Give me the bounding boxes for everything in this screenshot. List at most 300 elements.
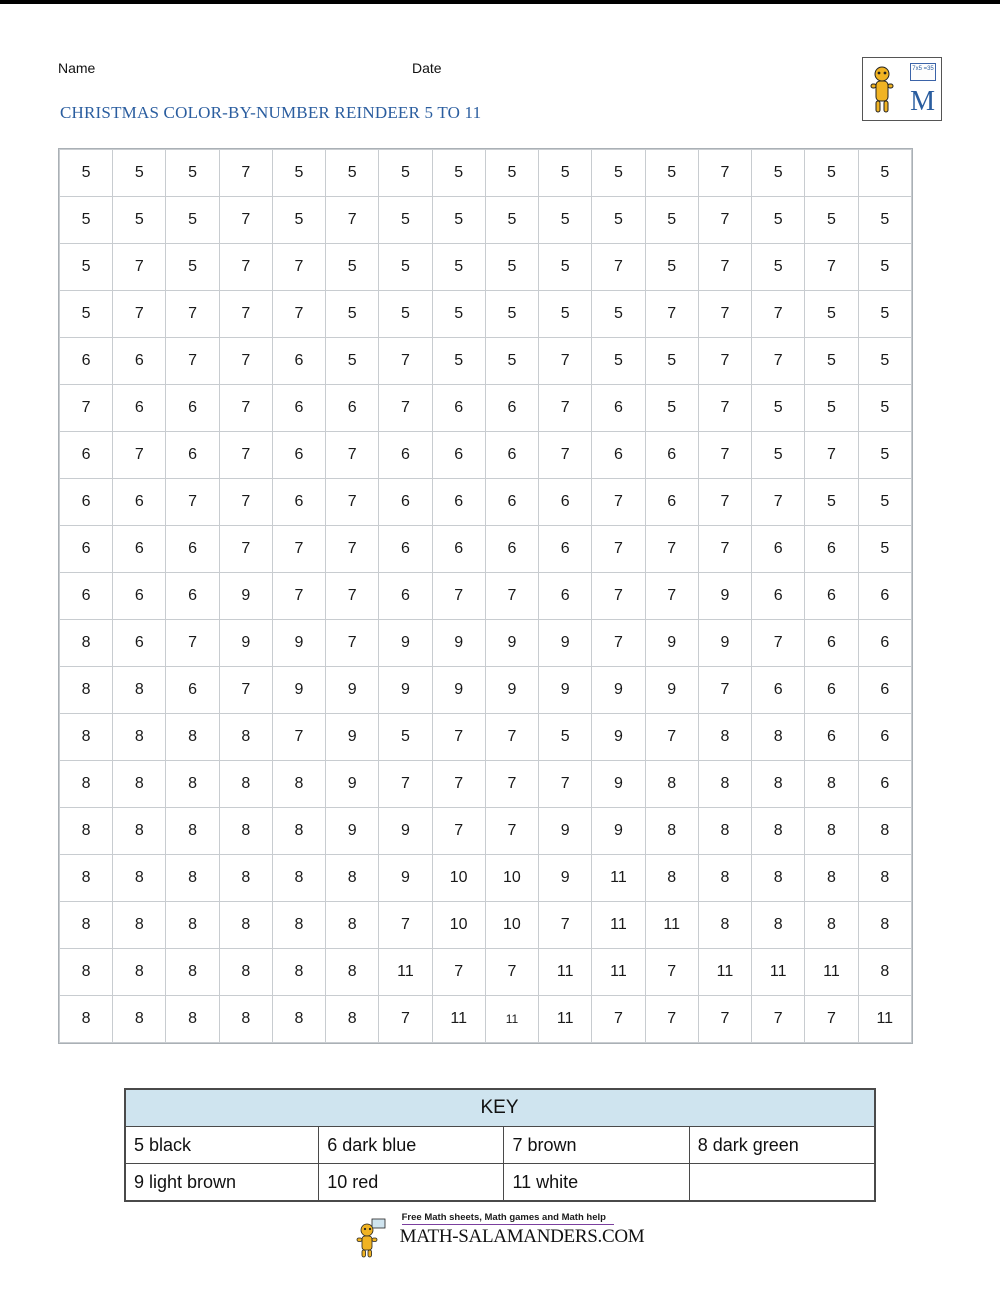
grid-cell[interactable]: 11	[432, 996, 485, 1043]
grid-cell[interactable]: 8	[113, 761, 166, 808]
grid-cell[interactable]: 7	[645, 996, 698, 1043]
grid-cell[interactable]: 11	[485, 996, 538, 1043]
grid-cell[interactable]: 7	[752, 996, 805, 1043]
grid-cell[interactable]: 5	[326, 150, 379, 197]
grid-cell[interactable]: 8	[272, 855, 325, 902]
grid-cell[interactable]: 7	[539, 902, 592, 949]
grid-cell[interactable]: 5	[432, 291, 485, 338]
grid-cell[interactable]: 7	[113, 291, 166, 338]
grid-cell[interactable]: 7	[698, 479, 751, 526]
grid-cell[interactable]: 7	[379, 338, 432, 385]
grid-cell[interactable]: 9	[485, 620, 538, 667]
grid-cell[interactable]: 8	[805, 855, 858, 902]
grid-cell[interactable]: 7	[326, 526, 379, 573]
grid-cell[interactable]: 6	[60, 338, 113, 385]
grid-cell[interactable]: 7	[698, 338, 751, 385]
grid-cell[interactable]: 7	[219, 432, 272, 479]
grid-cell[interactable]: 6	[326, 385, 379, 432]
grid-cell[interactable]: 8	[219, 714, 272, 761]
grid-cell[interactable]: 5	[326, 338, 379, 385]
grid-cell[interactable]: 8	[698, 808, 751, 855]
grid-cell[interactable]: 7	[432, 949, 485, 996]
grid-cell[interactable]: 6	[539, 526, 592, 573]
grid-cell[interactable]: 7	[113, 244, 166, 291]
grid-cell[interactable]: 9	[379, 855, 432, 902]
grid-cell[interactable]: 11	[592, 949, 645, 996]
grid-cell[interactable]: 5	[805, 197, 858, 244]
grid-cell[interactable]: 7	[485, 714, 538, 761]
grid-cell[interactable]: 8	[272, 949, 325, 996]
grid-cell[interactable]: 8	[60, 714, 113, 761]
grid-cell[interactable]: 6	[805, 526, 858, 573]
grid-cell[interactable]: 6	[539, 479, 592, 526]
grid-cell[interactable]: 6	[166, 573, 219, 620]
grid-cell[interactable]: 9	[592, 714, 645, 761]
grid-cell[interactable]: 6	[432, 479, 485, 526]
grid-cell[interactable]: 8	[752, 902, 805, 949]
grid-cell[interactable]: 5	[166, 244, 219, 291]
grid-cell[interactable]: 6	[858, 714, 911, 761]
grid-cell[interactable]: 5	[752, 197, 805, 244]
grid-cell[interactable]: 6	[432, 526, 485, 573]
grid-cell[interactable]: 7	[698, 432, 751, 479]
grid-cell[interactable]: 7	[272, 526, 325, 573]
grid-cell[interactable]: 9	[539, 620, 592, 667]
grid-cell[interactable]: 5	[805, 385, 858, 432]
grid-cell[interactable]: 7	[326, 479, 379, 526]
grid-cell[interactable]: 8	[326, 996, 379, 1043]
grid-cell[interactable]: 5	[539, 150, 592, 197]
grid-cell[interactable]: 7	[60, 385, 113, 432]
grid-cell[interactable]: 7	[379, 996, 432, 1043]
grid-cell[interactable]: 7	[752, 291, 805, 338]
grid-cell[interactable]: 9	[326, 761, 379, 808]
grid-cell[interactable]: 8	[326, 949, 379, 996]
grid-cell[interactable]: 5	[858, 385, 911, 432]
grid-cell[interactable]: 7	[326, 573, 379, 620]
grid-cell[interactable]: 5	[485, 197, 538, 244]
grid-cell[interactable]: 10	[485, 855, 538, 902]
grid-cell[interactable]: 7	[166, 479, 219, 526]
grid-cell[interactable]: 8	[113, 949, 166, 996]
grid-cell[interactable]: 9	[219, 573, 272, 620]
grid-cell[interactable]: 8	[272, 761, 325, 808]
grid-cell[interactable]: 8	[60, 808, 113, 855]
grid-cell[interactable]: 9	[592, 761, 645, 808]
grid-cell[interactable]: 5	[752, 150, 805, 197]
grid-cell[interactable]: 9	[645, 667, 698, 714]
grid-cell[interactable]: 7	[219, 526, 272, 573]
grid-cell[interactable]: 8	[272, 902, 325, 949]
grid-cell[interactable]: 8	[219, 761, 272, 808]
grid-cell[interactable]: 8	[752, 855, 805, 902]
grid-cell[interactable]: 6	[113, 620, 166, 667]
grid-cell[interactable]: 6	[379, 526, 432, 573]
grid-cell[interactable]: 5	[592, 291, 645, 338]
grid-cell[interactable]: 9	[326, 808, 379, 855]
grid-cell[interactable]: 7	[113, 432, 166, 479]
grid-cell[interactable]: 5	[326, 291, 379, 338]
grid-cell[interactable]: 8	[166, 714, 219, 761]
grid-cell[interactable]: 7	[485, 761, 538, 808]
grid-cell[interactable]: 8	[805, 761, 858, 808]
grid-cell[interactable]: 11	[379, 949, 432, 996]
grid-cell[interactable]: 7	[592, 479, 645, 526]
grid-cell[interactable]: 7	[645, 714, 698, 761]
grid-cell[interactable]: 6	[858, 667, 911, 714]
grid-cell[interactable]: 6	[485, 432, 538, 479]
grid-cell[interactable]: 7	[379, 761, 432, 808]
grid-cell[interactable]: 8	[113, 714, 166, 761]
grid-cell[interactable]: 7	[326, 432, 379, 479]
grid-cell[interactable]: 7	[485, 949, 538, 996]
grid-cell[interactable]: 5	[432, 244, 485, 291]
grid-cell[interactable]: 8	[166, 761, 219, 808]
grid-cell[interactable]: 7	[219, 197, 272, 244]
grid-cell[interactable]: 7	[645, 526, 698, 573]
grid-cell[interactable]: 6	[592, 432, 645, 479]
grid-cell[interactable]: 7	[272, 573, 325, 620]
grid-cell[interactable]: 8	[698, 761, 751, 808]
grid-cell[interactable]: 5	[379, 714, 432, 761]
grid-cell[interactable]: 5	[805, 291, 858, 338]
grid-cell[interactable]: 5	[113, 197, 166, 244]
grid-cell[interactable]: 10	[432, 855, 485, 902]
grid-cell[interactable]: 7	[698, 197, 751, 244]
grid-cell[interactable]: 5	[539, 714, 592, 761]
grid-cell[interactable]: 7	[219, 291, 272, 338]
grid-cell[interactable]: 7	[485, 573, 538, 620]
grid-cell[interactable]: 8	[645, 808, 698, 855]
grid-cell[interactable]: 7	[805, 244, 858, 291]
grid-cell[interactable]: 6	[432, 432, 485, 479]
grid-cell[interactable]: 7	[752, 620, 805, 667]
grid-cell[interactable]: 6	[858, 573, 911, 620]
grid-cell[interactable]: 8	[752, 714, 805, 761]
grid-cell[interactable]: 5	[113, 150, 166, 197]
grid-cell[interactable]: 5	[858, 432, 911, 479]
grid-cell[interactable]: 5	[858, 526, 911, 573]
grid-cell[interactable]: 5	[432, 338, 485, 385]
grid-cell[interactable]: 6	[805, 573, 858, 620]
grid-cell[interactable]: 7	[485, 808, 538, 855]
grid-cell[interactable]: 7	[645, 949, 698, 996]
grid-cell[interactable]: 7	[698, 150, 751, 197]
grid-cell[interactable]: 9	[379, 667, 432, 714]
grid-cell[interactable]: 8	[60, 949, 113, 996]
grid-cell[interactable]: 8	[219, 949, 272, 996]
grid-cell[interactable]: 6	[485, 479, 538, 526]
grid-cell[interactable]: 6	[539, 573, 592, 620]
grid-cell[interactable]: 6	[432, 385, 485, 432]
grid-cell[interactable]: 5	[592, 197, 645, 244]
grid-cell[interactable]: 8	[698, 902, 751, 949]
grid-cell[interactable]: 8	[272, 808, 325, 855]
grid-cell[interactable]: 8	[60, 902, 113, 949]
grid-cell[interactable]: 8	[858, 808, 911, 855]
grid-cell[interactable]: 7	[539, 761, 592, 808]
grid-cell[interactable]: 5	[432, 150, 485, 197]
grid-cell[interactable]: 7	[592, 620, 645, 667]
grid-cell[interactable]: 11	[805, 949, 858, 996]
grid-cell[interactable]: 6	[272, 479, 325, 526]
grid-cell[interactable]: 9	[272, 667, 325, 714]
grid-cell[interactable]: 7	[592, 996, 645, 1043]
grid-cell[interactable]: 7	[698, 996, 751, 1043]
grid-cell[interactable]: 5	[326, 244, 379, 291]
grid-cell[interactable]: 5	[592, 338, 645, 385]
grid-cell[interactable]: 6	[592, 385, 645, 432]
grid-cell[interactable]: 5	[60, 291, 113, 338]
grid-cell[interactable]: 7	[219, 338, 272, 385]
grid-cell[interactable]: 5	[645, 385, 698, 432]
grid-cell[interactable]: 9	[219, 620, 272, 667]
grid-cell[interactable]: 6	[485, 385, 538, 432]
grid-cell[interactable]: 9	[698, 620, 751, 667]
grid-cell[interactable]: 7	[379, 385, 432, 432]
grid-cell[interactable]: 11	[645, 902, 698, 949]
grid-cell[interactable]: 7	[219, 150, 272, 197]
grid-cell[interactable]: 9	[432, 667, 485, 714]
grid-cell[interactable]: 5	[645, 197, 698, 244]
grid-cell[interactable]: 5	[752, 385, 805, 432]
grid-cell[interactable]: 7	[219, 479, 272, 526]
grid-cell[interactable]: 6	[858, 761, 911, 808]
grid-cell[interactable]: 8	[858, 949, 911, 996]
grid-cell[interactable]: 5	[166, 150, 219, 197]
grid-cell[interactable]: 6	[113, 573, 166, 620]
grid-cell[interactable]: 8	[805, 808, 858, 855]
grid-cell[interactable]: 5	[272, 197, 325, 244]
grid-cell[interactable]: 7	[166, 338, 219, 385]
grid-cell[interactable]: 6	[60, 526, 113, 573]
grid-cell[interactable]: 6	[752, 667, 805, 714]
grid-cell[interactable]: 7	[326, 197, 379, 244]
grid-cell[interactable]: 7	[272, 244, 325, 291]
grid-cell[interactable]: 5	[752, 432, 805, 479]
grid-cell[interactable]: 8	[166, 996, 219, 1043]
grid-cell[interactable]: 6	[752, 526, 805, 573]
grid-cell[interactable]: 8	[60, 996, 113, 1043]
grid-cell[interactable]: 6	[645, 432, 698, 479]
grid-cell[interactable]: 5	[858, 338, 911, 385]
grid-cell[interactable]: 7	[645, 573, 698, 620]
grid-cell[interactable]: 8	[326, 902, 379, 949]
grid-cell[interactable]: 5	[805, 338, 858, 385]
grid-cell[interactable]: 6	[805, 667, 858, 714]
grid-cell[interactable]: 5	[858, 479, 911, 526]
grid-cell[interactable]: 7	[432, 573, 485, 620]
grid-cell[interactable]: 9	[379, 620, 432, 667]
grid-cell[interactable]: 8	[858, 855, 911, 902]
grid-cell[interactable]: 6	[379, 479, 432, 526]
grid-cell[interactable]: 5	[645, 338, 698, 385]
grid-cell[interactable]: 5	[539, 291, 592, 338]
grid-cell[interactable]: 6	[272, 432, 325, 479]
grid-cell[interactable]: 6	[166, 385, 219, 432]
grid-cell[interactable]: 7	[592, 526, 645, 573]
grid-cell[interactable]: 5	[379, 244, 432, 291]
grid-cell[interactable]: 9	[326, 714, 379, 761]
grid-cell[interactable]: 6	[752, 573, 805, 620]
grid-cell[interactable]: 6	[60, 479, 113, 526]
grid-cell[interactable]: 7	[645, 291, 698, 338]
grid-cell[interactable]: 6	[113, 526, 166, 573]
grid-cell[interactable]: 5	[379, 150, 432, 197]
grid-cell[interactable]: 8	[60, 761, 113, 808]
grid-cell[interactable]: 6	[272, 385, 325, 432]
grid-cell[interactable]: 6	[379, 432, 432, 479]
grid-cell[interactable]: 6	[166, 432, 219, 479]
grid-cell[interactable]: 5	[539, 197, 592, 244]
grid-cell[interactable]: 7	[698, 244, 751, 291]
grid-cell[interactable]: 5	[539, 244, 592, 291]
grid-cell[interactable]: 8	[60, 855, 113, 902]
grid-cell[interactable]: 7	[805, 432, 858, 479]
grid-cell[interactable]: 5	[166, 197, 219, 244]
grid-cell[interactable]: 8	[166, 949, 219, 996]
grid-cell[interactable]: 8	[698, 714, 751, 761]
grid-cell[interactable]: 8	[60, 620, 113, 667]
grid-cell[interactable]: 7	[698, 667, 751, 714]
grid-cell[interactable]: 11	[539, 996, 592, 1043]
grid-cell[interactable]: 6	[805, 714, 858, 761]
grid-cell[interactable]: 7	[219, 667, 272, 714]
grid-cell[interactable]: 9	[326, 667, 379, 714]
grid-cell[interactable]: 9	[592, 808, 645, 855]
grid-cell[interactable]: 6	[60, 432, 113, 479]
grid-cell[interactable]: 8	[752, 761, 805, 808]
grid-cell[interactable]: 7	[219, 244, 272, 291]
grid-cell[interactable]: 7	[166, 291, 219, 338]
grid-cell[interactable]: 8	[113, 902, 166, 949]
grid-cell[interactable]: 8	[326, 855, 379, 902]
grid-cell[interactable]: 5	[752, 244, 805, 291]
grid-cell[interactable]: 7	[379, 902, 432, 949]
grid-cell[interactable]: 6	[166, 526, 219, 573]
grid-cell[interactable]: 6	[113, 385, 166, 432]
grid-cell[interactable]: 5	[485, 244, 538, 291]
grid-cell[interactable]: 10	[485, 902, 538, 949]
grid-cell[interactable]: 5	[858, 150, 911, 197]
grid-cell[interactable]: 8	[272, 996, 325, 1043]
grid-cell[interactable]: 5	[805, 150, 858, 197]
grid-cell[interactable]: 9	[698, 573, 751, 620]
grid-cell[interactable]: 8	[219, 996, 272, 1043]
grid-cell[interactable]: 7	[432, 714, 485, 761]
grid-cell[interactable]: 7	[219, 385, 272, 432]
grid-cell[interactable]: 5	[858, 244, 911, 291]
grid-cell[interactable]: 7	[752, 479, 805, 526]
grid-cell[interactable]: 6	[60, 573, 113, 620]
grid-cell[interactable]: 8	[645, 855, 698, 902]
grid-cell[interactable]: 5	[432, 197, 485, 244]
grid-cell[interactable]: 11	[698, 949, 751, 996]
grid-cell[interactable]: 8	[60, 667, 113, 714]
grid-cell[interactable]: 8	[166, 855, 219, 902]
grid-cell[interactable]: 8	[219, 855, 272, 902]
grid-cell[interactable]: 9	[432, 620, 485, 667]
grid-cell[interactable]: 8	[166, 902, 219, 949]
grid-cell[interactable]: 7	[592, 573, 645, 620]
grid-cell[interactable]: 8	[698, 855, 751, 902]
grid-cell[interactable]: 11	[592, 855, 645, 902]
grid-cell[interactable]: 9	[379, 808, 432, 855]
grid-cell[interactable]: 8	[219, 808, 272, 855]
grid-cell[interactable]: 6	[805, 620, 858, 667]
grid-cell[interactable]: 8	[113, 808, 166, 855]
grid-cell[interactable]: 5	[485, 338, 538, 385]
grid-cell[interactable]: 5	[592, 150, 645, 197]
grid-cell[interactable]: 8	[113, 996, 166, 1043]
grid-cell[interactable]: 11	[592, 902, 645, 949]
grid-cell[interactable]: 11	[752, 949, 805, 996]
grid-cell[interactable]: 9	[485, 667, 538, 714]
grid-cell[interactable]: 9	[539, 667, 592, 714]
grid-cell[interactable]: 11	[539, 949, 592, 996]
grid-cell[interactable]: 7	[592, 244, 645, 291]
grid-cell[interactable]: 6	[113, 479, 166, 526]
grid-cell[interactable]: 11	[858, 996, 911, 1043]
grid-cell[interactable]: 8	[219, 902, 272, 949]
grid-cell[interactable]: 5	[60, 150, 113, 197]
grid-cell[interactable]: 5	[645, 244, 698, 291]
grid-cell[interactable]: 7	[698, 385, 751, 432]
grid-cell[interactable]: 5	[858, 197, 911, 244]
grid-cell[interactable]: 7	[539, 385, 592, 432]
grid-cell[interactable]: 6	[113, 338, 166, 385]
grid-cell[interactable]: 7	[698, 291, 751, 338]
grid-cell[interactable]: 9	[592, 667, 645, 714]
grid-cell[interactable]: 7	[432, 761, 485, 808]
grid-cell[interactable]: 5	[485, 291, 538, 338]
grid-cell[interactable]: 5	[485, 150, 538, 197]
grid-cell[interactable]: 7	[272, 714, 325, 761]
grid-cell[interactable]: 6	[485, 526, 538, 573]
grid-cell[interactable]: 8	[805, 902, 858, 949]
grid-cell[interactable]: 5	[60, 197, 113, 244]
grid-cell[interactable]: 6	[272, 338, 325, 385]
grid-cell[interactable]: 7	[805, 996, 858, 1043]
grid-cell[interactable]: 5	[379, 291, 432, 338]
grid-cell[interactable]: 6	[858, 620, 911, 667]
grid-cell[interactable]: 9	[539, 855, 592, 902]
grid-cell[interactable]: 7	[539, 338, 592, 385]
grid-cell[interactable]: 7	[752, 338, 805, 385]
grid-cell[interactable]: 8	[752, 808, 805, 855]
grid-cell[interactable]: 7	[166, 620, 219, 667]
grid-cell[interactable]: 10	[432, 902, 485, 949]
grid-cell[interactable]: 5	[272, 150, 325, 197]
grid-cell[interactable]: 8	[166, 808, 219, 855]
grid-cell[interactable]: 6	[379, 573, 432, 620]
grid-cell[interactable]: 7	[272, 291, 325, 338]
grid-cell[interactable]: 9	[272, 620, 325, 667]
grid-cell[interactable]: 5	[645, 150, 698, 197]
grid-cell[interactable]: 9	[539, 808, 592, 855]
grid-cell[interactable]: 8	[113, 667, 166, 714]
grid-cell[interactable]: 6	[645, 479, 698, 526]
grid-cell[interactable]: 5	[379, 197, 432, 244]
grid-cell[interactable]: 5	[805, 479, 858, 526]
grid-cell[interactable]: 7	[432, 808, 485, 855]
grid-cell[interactable]: 9	[645, 620, 698, 667]
grid-cell[interactable]: 6	[166, 667, 219, 714]
grid-cell[interactable]: 7	[698, 526, 751, 573]
grid-cell[interactable]: 5	[858, 291, 911, 338]
grid-cell[interactable]: 7	[539, 432, 592, 479]
grid-cell[interactable]: 8	[645, 761, 698, 808]
